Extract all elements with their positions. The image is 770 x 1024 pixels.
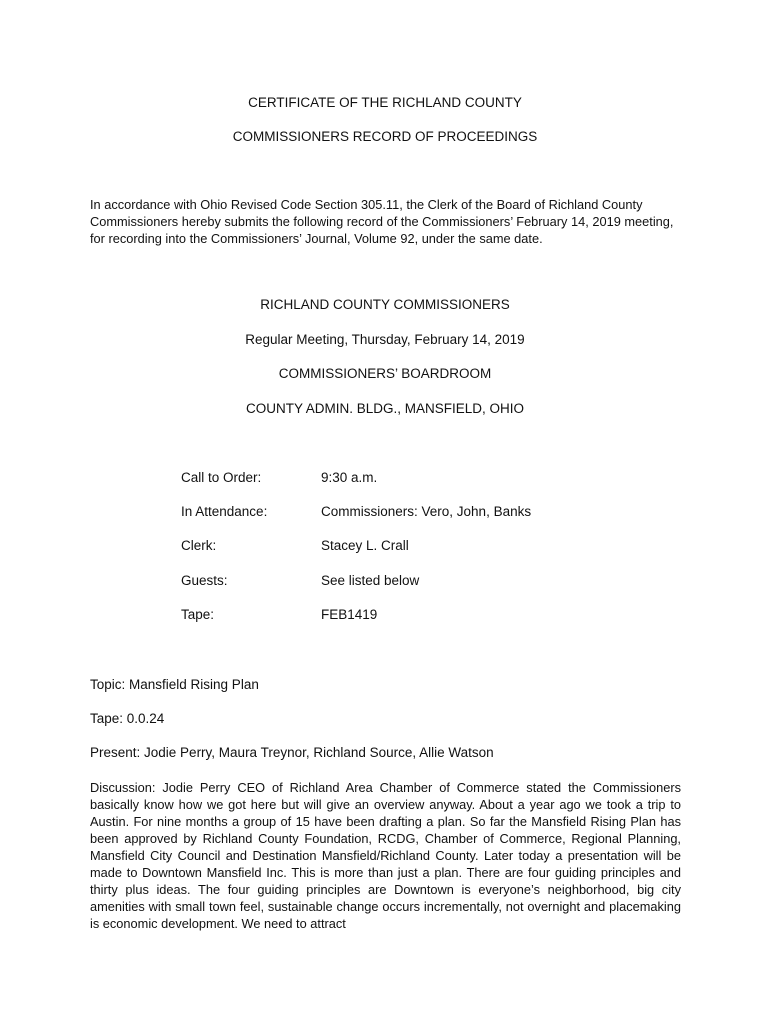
certificate-title-line-2: COMMISSIONERS RECORD OF PROCEEDINGS [232, 129, 538, 144]
meeting-session-heading: Regular Meeting, Thursday, February 14, 2019 [245, 332, 525, 347]
present-line: Present: Jodie Perry, Maura Treynor, Richland Source, Allie Watson [90, 745, 494, 760]
guests-value: See listed below [321, 573, 420, 588]
clerk-label: Clerk: [181, 538, 217, 553]
call-to-order-label: Call to Order: [181, 470, 262, 485]
discussion-paragraph: Discussion: Jodie Perry CEO of Richland Area Chamber of Commerce stated the Commissioners basically know how we got here but will give an overview anyway. About a year ago we took a trip to Austin. For nine months a group of 15 have been drafting a plan. So far the Mansfield Rising Plan has been approved by Richland County Foundation, RCDG, Chamber of Commerce, Regional Planning, Mansfield City Council and Destination Mansfield/Richland County. Later today a presentation will be made to Downtown Mansfield Inc. This is more than just a plan. There are four guiding principles and thirty plus ideas. The four guiding principles are Downtown is everyone’s neighborhood, big city amenities with small town feel, sustainable change occurs incrementally, not overnight and placemaking is economic development. We need to attract [90, 780, 681, 931]
guests-label: Guests: [181, 573, 228, 588]
certificate-intro-paragraph: In accordance with Ohio Revised Code Section 305.11, the Clerk of the Board of Richland County Commissioners hereby submits the following record of the Commissioners’ February 14, 2019 meeting, for recording into the Commissioners’ Journal, Volume 92, under the same date. [90, 197, 674, 246]
tape-label: Tape: [181, 607, 215, 622]
meeting-body-heading: RICHLAND COUNTY COMMISSIONERS [260, 297, 510, 312]
meeting-room-heading: COMMISSIONERS’ BOARDROOM [278, 366, 492, 381]
certificate-title-line-1: CERTIFICATE OF THE RICHLAND COUNTY [248, 95, 522, 110]
topic-line: Topic: Mansfield Rising Plan [90, 677, 259, 692]
clerk-value: Stacey L. Crall [321, 538, 409, 553]
tape-value: FEB1419 [321, 607, 378, 622]
meeting-building-heading: COUNTY ADMIN. BLDG., MANSFIELD, OHIO [245, 401, 525, 416]
attendance-label: In Attendance: [181, 504, 268, 519]
topic-tape-line: Tape: 0.0.24 [90, 711, 165, 726]
call-to-order-value: 9:30 a.m. [321, 470, 378, 485]
attendance-value: Commissioners: Vero, John, Banks [321, 504, 532, 519]
